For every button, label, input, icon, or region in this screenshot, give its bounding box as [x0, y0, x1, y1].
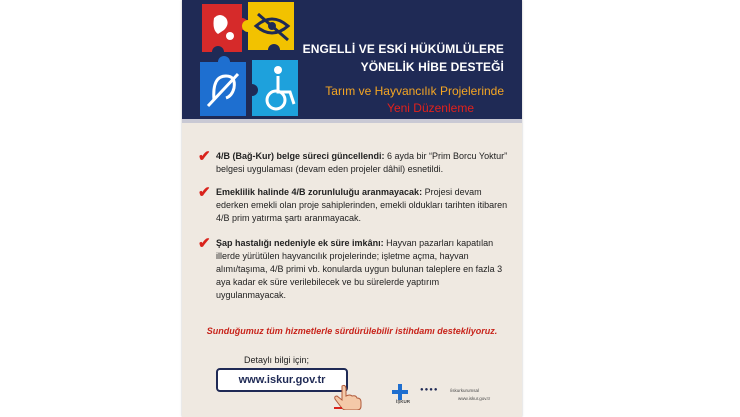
bullet-item	[198, 186, 508, 225]
accessibility-puzzle	[194, 0, 304, 120]
subtitle-line-1: Tarım ve Hayvancılık Projelerinde	[325, 84, 504, 98]
iskur-footer	[392, 382, 512, 404]
bullet-item	[198, 150, 508, 176]
slogan: Sunduğumuz tüm hizmetlerle sürdürülebilir istihdamı destekliyoruz.	[206, 326, 498, 336]
iskur-logo-icon	[392, 384, 408, 400]
bullet-body: Projesi devam ederken emekli olan proje sahiplerinden, emekli oldukları tarihten itibaren 4/B prim yatırma şartı aranmayacak.	[216, 187, 508, 223]
bullet-text	[216, 237, 508, 302]
bullet-heading: Şap hastalığı nedeniyle ek süre imkânı:	[216, 238, 384, 248]
sign-language-icon	[202, 4, 248, 52]
hearing-impaired-icon	[200, 56, 246, 116]
subtitle-line-2: Yeni Düzenleme	[387, 101, 474, 115]
low-vision-eye-icon	[242, 2, 294, 50]
footer-brand: İŞKUR	[396, 399, 411, 404]
social-icons: ●●●●	[420, 387, 439, 393]
banner-divider	[182, 119, 522, 123]
title-line-1: ENGELLİ VE ESKİ HÜKÜMLÜLERE	[302, 42, 504, 56]
bullet-heading: 4/B (Bağ-Kur) belge süreci güncellendi:	[216, 151, 385, 161]
bullet-item	[198, 237, 508, 302]
checkmark-icon: ✔	[198, 148, 211, 165]
bullet-heading: Emeklilik halinde 4/B zorunluluğu aranmayacak:	[216, 187, 423, 197]
checkmark-icon: ✔	[198, 184, 211, 201]
announcement-poster	[182, 0, 522, 417]
bullet-text	[216, 186, 508, 225]
detail-label: Detaylı bilgi için;	[244, 355, 310, 365]
wheelchair-icon	[252, 60, 298, 116]
checkmark-icon: ✔	[198, 235, 211, 252]
pointing-hand-icon	[332, 384, 362, 410]
bullet-text	[216, 150, 508, 176]
website-link[interactable]: www.iskur.gov.tr	[216, 368, 348, 392]
bullet-body: Hayvan pazarları kapatılan illerde yürütülen hayvancılık projelerinde; işletme açma, hayvan alımı/taşıma, 4/B primi vb. konularda uygun bulunan taleplere en fazla 3 aya kadar ek süre verilebilecek ve bu sürelerde yaptırım uygulanmayacak.	[216, 238, 503, 300]
bullet-body: 6 ayda bir “Prim Borcu Yoktur” belgesi uygulaması (devam eden projeler dâhil) esnetildi.	[216, 151, 508, 174]
footer-web: www.iskur.gov.tr	[458, 396, 491, 401]
header-banner	[182, 0, 522, 121]
footer-social-handle: /iskurkurumsal	[450, 388, 480, 393]
title-line-2: YÖNELİK HİBE DESTEĞİ	[360, 60, 504, 74]
